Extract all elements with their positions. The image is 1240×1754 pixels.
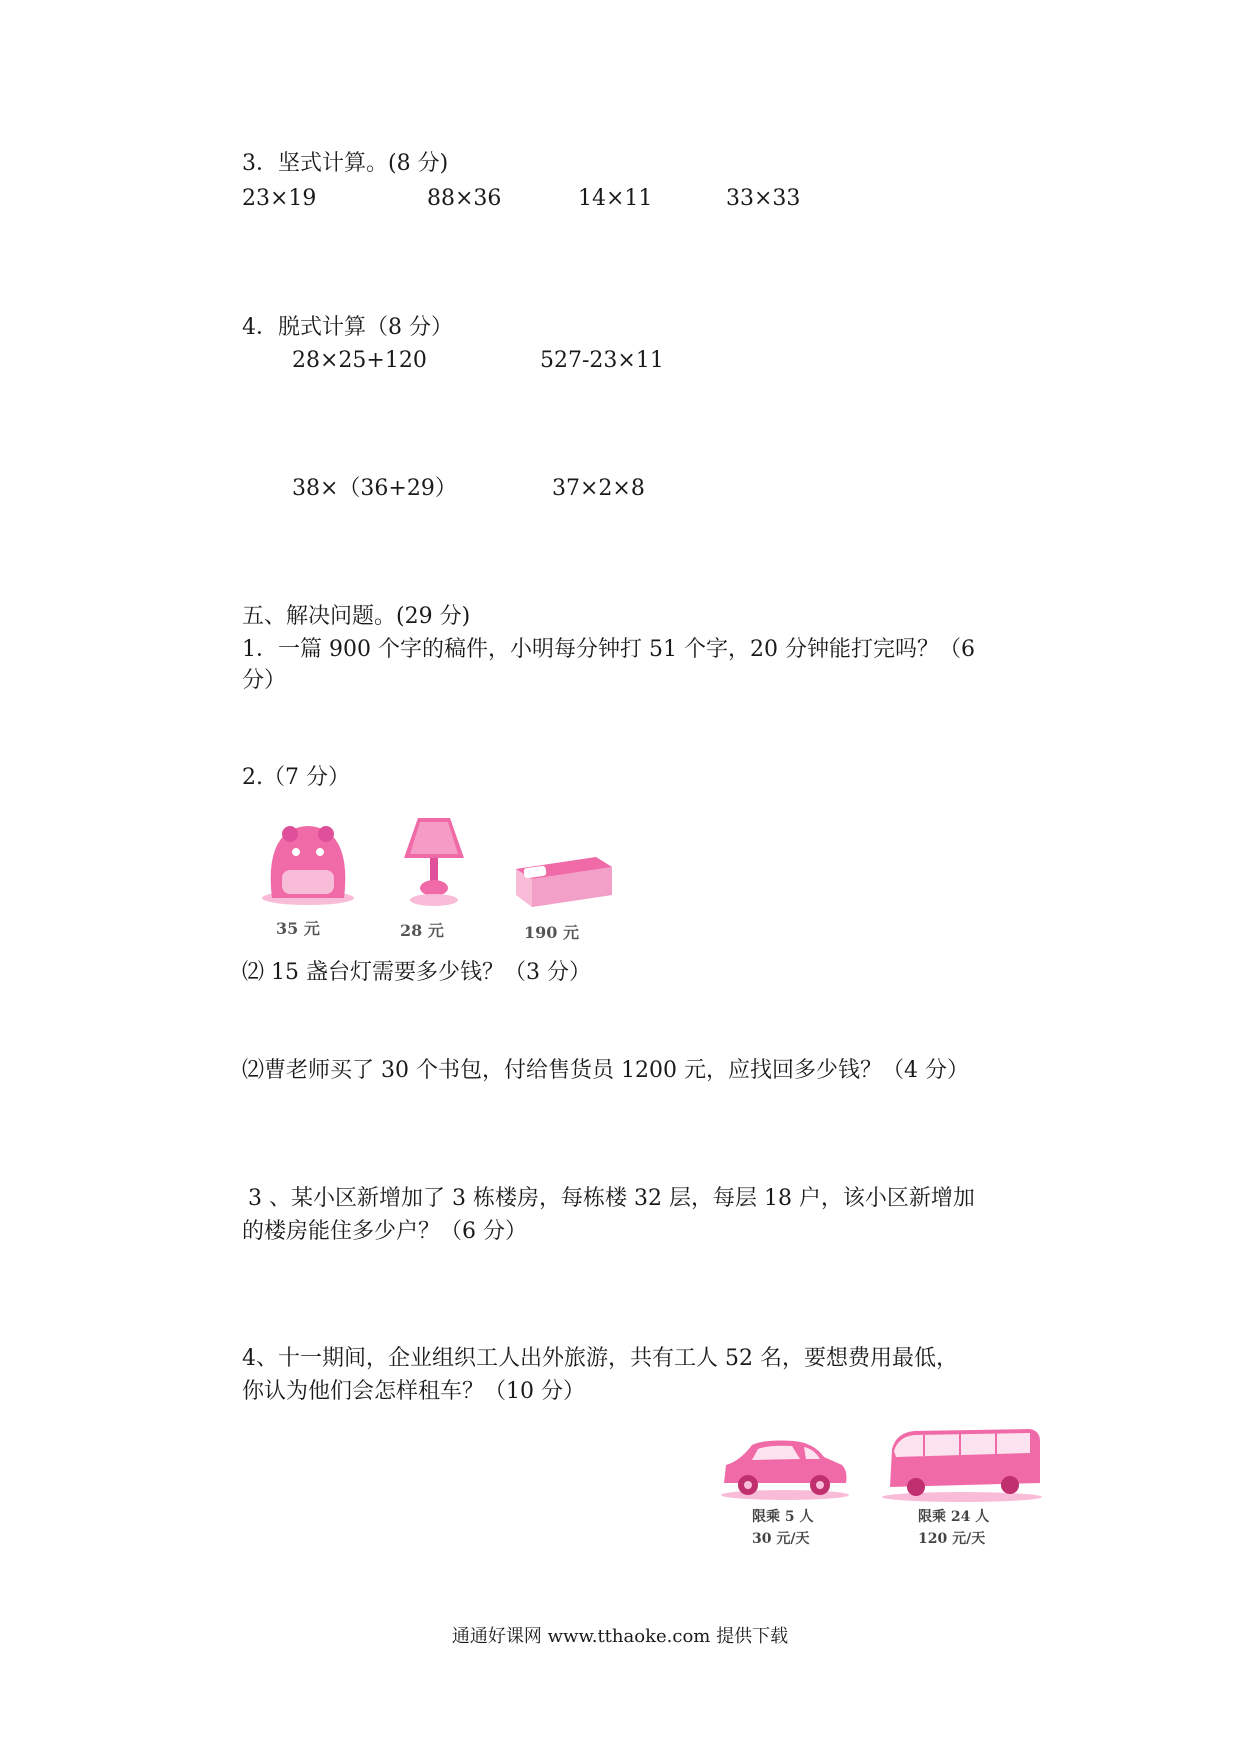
vertical-problem-3: 14×11 <box>578 186 653 211</box>
backpack-price: 35 元 <box>276 919 320 938</box>
stepwise-problem-2: 527-23×11 <box>540 348 664 373</box>
vertical-problem-2: 88×36 <box>427 186 502 211</box>
car-price: 30 元/天 <box>752 1531 810 1547</box>
car-icon <box>718 1435 852 1501</box>
stepwise-problem-4: 37×2×8 <box>552 476 645 501</box>
vertical-problem-1: 23×19 <box>242 186 317 211</box>
question-1-line-1: 1．一篇 900 个字的稿件，小明每分钟打 51 个字，20 分钟能打完吗？（6 <box>242 637 975 662</box>
bus-capacity: 限乘 24 人 <box>918 1509 990 1525</box>
car-capacity: 限乘 5 人 <box>752 1509 814 1525</box>
question-3-line-1: 3 、某小区新增加了 3 栋楼房，每栋楼 32 层，每层 18 户，该小区新增加 <box>248 1186 975 1211</box>
lamp-icon <box>398 812 470 908</box>
footer-credit: 通通好课网 www.tthaoke.com 提供下载 <box>451 1626 789 1647</box>
backpack-icon <box>258 818 358 908</box>
bus-price: 120 元/天 <box>918 1531 986 1547</box>
question-2-sub-2: ⑵曹老师买了 30 个书包，付给售货员 1200 元，应找回多少钱？（4 分） <box>242 1058 969 1083</box>
section-5-title: 五、解决问题。(29 分) <box>242 604 471 629</box>
question-2-sub-1: ⑵ 15 盏台灯需要多少钱？（3 分） <box>242 960 591 985</box>
bed-icon <box>510 845 616 913</box>
question-4-line-1: 4、十一期间，企业组织工人出外旅游，共有工人 52 名，要想费用最低， <box>242 1346 958 1371</box>
question-2-title: 2.（7 分） <box>242 765 350 790</box>
bed-price: 190 元 <box>524 923 579 942</box>
question-4-line-2: 你认为他们会怎样租车？（10 分） <box>242 1379 585 1404</box>
vertical-problem-4: 33×33 <box>726 186 801 211</box>
bus-icon <box>880 1427 1044 1503</box>
question-1-line-2: 分） <box>242 668 287 693</box>
section-4-title: 4．脱式计算（8 分） <box>242 315 453 340</box>
stepwise-problem-3: 38×（36+29） <box>292 476 457 501</box>
lamp-price: 28 元 <box>400 921 444 940</box>
question-3-line-2: 的楼房能住多少户？（6 分） <box>242 1219 527 1244</box>
stepwise-problem-1: 28×25+120 <box>292 348 427 373</box>
section-3-title: 3．坚式计算。(8 分) <box>242 151 449 176</box>
